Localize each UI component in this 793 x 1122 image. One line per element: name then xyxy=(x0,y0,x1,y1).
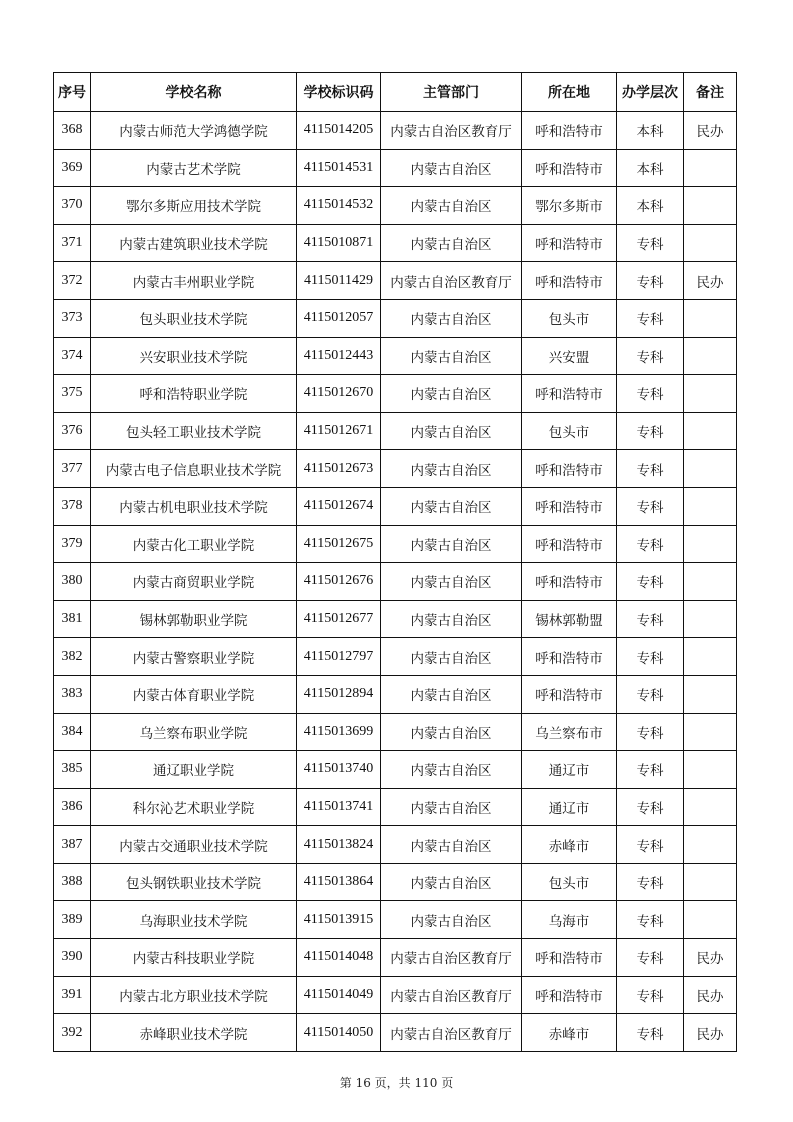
level-cell: 本科 xyxy=(617,187,684,225)
remark-cell xyxy=(684,826,737,864)
table-row xyxy=(54,939,737,977)
department-cell: 内蒙古自治区 xyxy=(381,826,522,864)
school-code-cell: 4115012676 xyxy=(297,563,381,601)
department-cell: 内蒙古自治区 xyxy=(381,638,522,676)
department-cell: 内蒙古自治区教育厅 xyxy=(381,1014,522,1052)
remark-cell xyxy=(684,149,737,187)
school-code-cell: 4115012673 xyxy=(297,450,381,488)
table-row xyxy=(54,375,737,413)
location-cell: 呼和浩特市 xyxy=(522,224,617,262)
department-cell: 内蒙古自治区 xyxy=(381,675,522,713)
remark-cell xyxy=(684,675,737,713)
level-cell: 专科 xyxy=(617,713,684,751)
table-row xyxy=(54,863,737,901)
school-name-cell: 内蒙古北方职业技术学院 xyxy=(91,976,297,1014)
table-row xyxy=(54,751,737,789)
table-row xyxy=(54,112,737,150)
school-name-cell: 内蒙古化工职业学院 xyxy=(91,525,297,563)
index-cell: 379 xyxy=(54,525,91,563)
department-cell: 内蒙古自治区 xyxy=(381,863,522,901)
school-code-cell: 4115013915 xyxy=(297,901,381,939)
table-row xyxy=(54,525,737,563)
remark-cell xyxy=(684,863,737,901)
index-cell: 390 xyxy=(54,939,91,977)
school-code-cell: 4115014049 xyxy=(297,976,381,1014)
department-cell: 内蒙古自治区教育厅 xyxy=(381,939,522,977)
index-cell: 380 xyxy=(54,563,91,601)
table-row xyxy=(54,788,737,826)
level-cell: 专科 xyxy=(617,450,684,488)
school-name-cell: 包头钢铁职业技术学院 xyxy=(91,863,297,901)
school-code-cell: 4115013824 xyxy=(297,826,381,864)
level-cell: 专科 xyxy=(617,976,684,1014)
location-cell: 乌海市 xyxy=(522,901,617,939)
school-name-cell: 科尔沁艺术职业学院 xyxy=(91,788,297,826)
school-code-cell: 4115011429 xyxy=(297,262,381,300)
table-row xyxy=(54,638,737,676)
department-cell: 内蒙古自治区 xyxy=(381,450,522,488)
school-code-cell: 4115012677 xyxy=(297,600,381,638)
location-cell: 包头市 xyxy=(522,299,617,337)
remark-cell: 民办 xyxy=(684,1014,737,1052)
department-cell: 内蒙古自治区 xyxy=(381,713,522,751)
school-code-cell: 4115014532 xyxy=(297,187,381,225)
school-name-cell: 兴安职业技术学院 xyxy=(91,337,297,375)
table-body xyxy=(54,112,737,1052)
school-code-cell: 4115012894 xyxy=(297,675,381,713)
school-code-cell: 4115012671 xyxy=(297,412,381,450)
table-row xyxy=(54,224,737,262)
school-code-cell: 4115012443 xyxy=(297,337,381,375)
index-cell: 378 xyxy=(54,487,91,525)
school-list-table xyxy=(53,72,737,1052)
remark-cell xyxy=(684,713,737,751)
header-cell-school-name: 学校名称 xyxy=(91,73,297,112)
school-name-cell: 通辽职业学院 xyxy=(91,751,297,789)
level-cell: 本科 xyxy=(617,149,684,187)
location-cell: 呼和浩特市 xyxy=(522,525,617,563)
school-name-cell: 赤峰职业技术学院 xyxy=(91,1014,297,1052)
header-cell-school-code: 学校标识码 xyxy=(297,73,381,112)
location-cell: 呼和浩特市 xyxy=(522,450,617,488)
school-name-cell: 内蒙古电子信息职业技术学院 xyxy=(91,450,297,488)
remark-cell xyxy=(684,600,737,638)
header-cell-location: 所在地 xyxy=(522,73,617,112)
department-cell: 内蒙古自治区 xyxy=(381,788,522,826)
department-cell: 内蒙古自治区教育厅 xyxy=(381,262,522,300)
location-cell: 鄂尔多斯市 xyxy=(522,187,617,225)
school-name-cell: 内蒙古机电职业技术学院 xyxy=(91,487,297,525)
department-cell: 内蒙古自治区 xyxy=(381,525,522,563)
remark-cell xyxy=(684,563,737,601)
table-row xyxy=(54,675,737,713)
school-code-cell: 4115014048 xyxy=(297,939,381,977)
location-cell: 乌兰察布市 xyxy=(522,713,617,751)
location-cell: 呼和浩特市 xyxy=(522,149,617,187)
index-cell: 377 xyxy=(54,450,91,488)
header-cell-level: 办学层次 xyxy=(617,73,684,112)
index-cell: 373 xyxy=(54,299,91,337)
level-cell: 专科 xyxy=(617,375,684,413)
department-cell: 内蒙古自治区 xyxy=(381,563,522,601)
school-code-cell: 4115012675 xyxy=(297,525,381,563)
location-cell: 呼和浩特市 xyxy=(522,262,617,300)
level-cell: 专科 xyxy=(617,224,684,262)
index-cell: 371 xyxy=(54,224,91,262)
school-name-cell: 鄂尔多斯应用技术学院 xyxy=(91,187,297,225)
school-name-cell: 内蒙古交通职业技术学院 xyxy=(91,826,297,864)
index-cell: 389 xyxy=(54,901,91,939)
school-name-cell: 呼和浩特职业学院 xyxy=(91,375,297,413)
location-cell: 锡林郭勒盟 xyxy=(522,600,617,638)
level-cell: 专科 xyxy=(617,751,684,789)
remark-cell: 民办 xyxy=(684,939,737,977)
department-cell: 内蒙古自治区 xyxy=(381,187,522,225)
location-cell: 包头市 xyxy=(522,412,617,450)
level-cell: 专科 xyxy=(617,262,684,300)
department-cell: 内蒙古自治区 xyxy=(381,149,522,187)
department-cell: 内蒙古自治区 xyxy=(381,751,522,789)
index-cell: 382 xyxy=(54,638,91,676)
header-cell-index: 序号 xyxy=(54,73,91,112)
school-code-cell: 4115013740 xyxy=(297,751,381,789)
location-cell: 呼和浩特市 xyxy=(522,487,617,525)
index-cell: 369 xyxy=(54,149,91,187)
remark-cell xyxy=(684,375,737,413)
remark-cell xyxy=(684,337,737,375)
table-row xyxy=(54,976,737,1014)
level-cell: 专科 xyxy=(617,939,684,977)
index-cell: 376 xyxy=(54,412,91,450)
level-cell: 专科 xyxy=(617,525,684,563)
level-cell: 专科 xyxy=(617,788,684,826)
school-name-cell: 内蒙古丰州职业学院 xyxy=(91,262,297,300)
table-row xyxy=(54,262,737,300)
table-row xyxy=(54,563,737,601)
table-row xyxy=(54,412,737,450)
school-name-cell: 内蒙古艺术学院 xyxy=(91,149,297,187)
school-name-cell: 包头轻工职业技术学院 xyxy=(91,412,297,450)
level-cell: 专科 xyxy=(617,600,684,638)
table-row xyxy=(54,901,737,939)
location-cell: 呼和浩特市 xyxy=(522,112,617,150)
remark-cell xyxy=(684,412,737,450)
index-cell: 392 xyxy=(54,1014,91,1052)
remark-cell xyxy=(684,901,737,939)
remark-cell xyxy=(684,751,737,789)
school-code-cell: 4115012057 xyxy=(297,299,381,337)
table-row xyxy=(54,600,737,638)
school-code-cell: 4115012674 xyxy=(297,487,381,525)
level-cell: 专科 xyxy=(617,901,684,939)
school-name-cell: 内蒙古建筑职业技术学院 xyxy=(91,224,297,262)
index-cell: 387 xyxy=(54,826,91,864)
school-code-cell: 4115013741 xyxy=(297,788,381,826)
level-cell: 专科 xyxy=(617,337,684,375)
remark-cell: 民办 xyxy=(684,262,737,300)
index-cell: 374 xyxy=(54,337,91,375)
remark-cell xyxy=(684,788,737,826)
location-cell: 呼和浩特市 xyxy=(522,638,617,676)
school-name-cell: 包头职业技术学院 xyxy=(91,299,297,337)
index-cell: 384 xyxy=(54,713,91,751)
level-cell: 本科 xyxy=(617,112,684,150)
table-header-row xyxy=(54,73,737,112)
remark-cell xyxy=(684,450,737,488)
school-name-cell: 乌海职业技术学院 xyxy=(91,901,297,939)
school-name-cell: 内蒙古师范大学鸿德学院 xyxy=(91,112,297,150)
school-code-cell: 4115012797 xyxy=(297,638,381,676)
school-code-cell: 4115012670 xyxy=(297,375,381,413)
header-cell-department: 主管部门 xyxy=(381,73,522,112)
index-cell: 381 xyxy=(54,600,91,638)
remark-cell xyxy=(684,487,737,525)
level-cell: 专科 xyxy=(617,638,684,676)
location-cell: 兴安盟 xyxy=(522,337,617,375)
location-cell: 呼和浩特市 xyxy=(522,976,617,1014)
index-cell: 391 xyxy=(54,976,91,1014)
department-cell: 内蒙古自治区 xyxy=(381,901,522,939)
table-row xyxy=(54,826,737,864)
level-cell: 专科 xyxy=(617,1014,684,1052)
table-row xyxy=(54,487,737,525)
location-cell: 呼和浩特市 xyxy=(522,563,617,601)
remark-cell: 民办 xyxy=(684,976,737,1014)
department-cell: 内蒙古自治区 xyxy=(381,487,522,525)
school-code-cell: 4115010871 xyxy=(297,224,381,262)
department-cell: 内蒙古自治区 xyxy=(381,224,522,262)
department-cell: 内蒙古自治区 xyxy=(381,299,522,337)
school-code-cell: 4115013699 xyxy=(297,713,381,751)
school-code-cell: 4115013864 xyxy=(297,863,381,901)
location-cell: 通辽市 xyxy=(522,751,617,789)
department-cell: 内蒙古自治区 xyxy=(381,600,522,638)
school-name-cell: 内蒙古警察职业学院 xyxy=(91,638,297,676)
level-cell: 专科 xyxy=(617,412,684,450)
location-cell: 呼和浩特市 xyxy=(522,939,617,977)
school-code-cell: 4115014531 xyxy=(297,149,381,187)
table-row xyxy=(54,1014,737,1052)
remark-cell: 民办 xyxy=(684,112,737,150)
level-cell: 专科 xyxy=(617,299,684,337)
index-cell: 368 xyxy=(54,112,91,150)
remark-cell xyxy=(684,187,737,225)
table-row xyxy=(54,299,737,337)
index-cell: 386 xyxy=(54,788,91,826)
index-cell: 372 xyxy=(54,262,91,300)
level-cell: 专科 xyxy=(617,563,684,601)
page-footer: 第 16 页，共 110 页 xyxy=(339,1076,454,1090)
table-row xyxy=(54,187,737,225)
location-cell: 通辽市 xyxy=(522,788,617,826)
remark-cell xyxy=(684,525,737,563)
level-cell: 专科 xyxy=(617,487,684,525)
index-cell: 370 xyxy=(54,187,91,225)
location-cell: 呼和浩特市 xyxy=(522,675,617,713)
school-name-cell: 锡林郭勒职业学院 xyxy=(91,600,297,638)
department-cell: 内蒙古自治区 xyxy=(381,337,522,375)
department-cell: 内蒙古自治区 xyxy=(381,375,522,413)
school-name-cell: 内蒙古体育职业学院 xyxy=(91,675,297,713)
index-cell: 388 xyxy=(54,863,91,901)
table-row xyxy=(54,149,737,187)
remark-cell xyxy=(684,299,737,337)
level-cell: 专科 xyxy=(617,863,684,901)
index-cell: 383 xyxy=(54,675,91,713)
index-cell: 375 xyxy=(54,375,91,413)
school-name-cell: 内蒙古商贸职业学院 xyxy=(91,563,297,601)
remark-cell xyxy=(684,638,737,676)
location-cell: 赤峰市 xyxy=(522,1014,617,1052)
department-cell: 内蒙古自治区教育厅 xyxy=(381,112,522,150)
table-row xyxy=(54,337,737,375)
department-cell: 内蒙古自治区教育厅 xyxy=(381,976,522,1014)
school-name-cell: 乌兰察布职业学院 xyxy=(91,713,297,751)
remark-cell xyxy=(684,224,737,262)
school-code-cell: 4115014205 xyxy=(297,112,381,150)
location-cell: 呼和浩特市 xyxy=(522,375,617,413)
location-cell: 包头市 xyxy=(522,863,617,901)
school-code-cell: 4115014050 xyxy=(297,1014,381,1052)
school-name-cell: 内蒙古科技职业学院 xyxy=(91,939,297,977)
level-cell: 专科 xyxy=(617,675,684,713)
location-cell: 赤峰市 xyxy=(522,826,617,864)
level-cell: 专科 xyxy=(617,826,684,864)
header-cell-remark: 备注 xyxy=(684,73,737,112)
index-cell: 385 xyxy=(54,751,91,789)
table-row xyxy=(54,713,737,751)
table-row xyxy=(54,450,737,488)
department-cell: 内蒙古自治区 xyxy=(381,412,522,450)
